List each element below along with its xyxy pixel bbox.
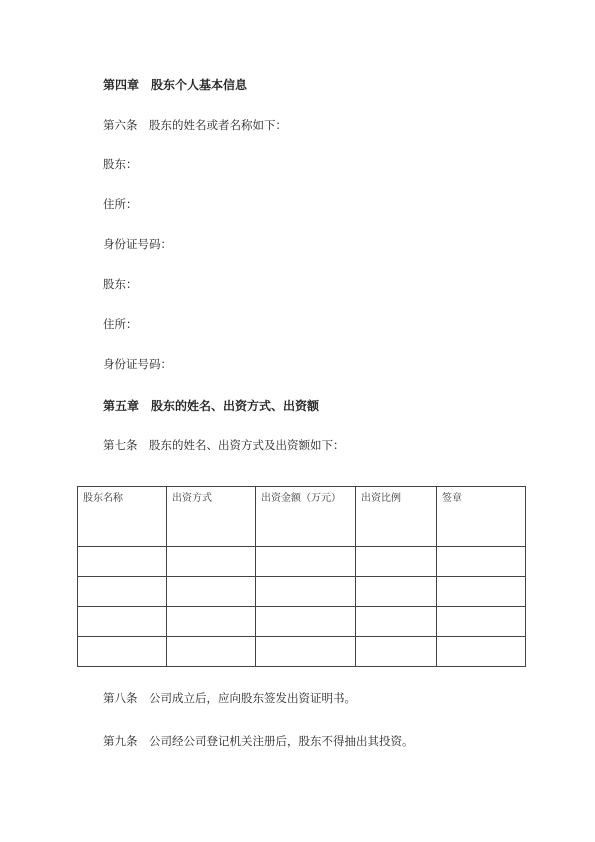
table-row: [78, 547, 526, 577]
table-cell: [356, 577, 437, 607]
table-cell: [167, 607, 256, 637]
article-6-text: 第六条 股东的姓名或者名称如下：: [103, 118, 287, 132]
table-cell: [437, 607, 526, 637]
shareholder-2-address-label: 住所：: [103, 317, 138, 331]
header-contribution-ratio: 出资比例: [356, 487, 437, 547]
article-8-text: 第八条 公司成立后，应向股东签发出资证明书。: [103, 691, 356, 705]
capital-contribution-table: [77, 486, 526, 667]
table-cell: [78, 637, 167, 667]
table-cell: [356, 607, 437, 637]
shareholder-2-id-label: 身份证号码：: [103, 357, 172, 371]
table-cell: [356, 637, 437, 667]
shareholder-2-name-label: 股东：: [103, 277, 138, 291]
table-header-row: [78, 487, 526, 547]
shareholder-1-id-label: 身份证号码：: [103, 237, 172, 251]
article-7-text: 第七条 股东的姓名、出资方式及出资额如下：: [103, 438, 345, 452]
table-cell: [167, 637, 256, 667]
table-cell: [256, 547, 356, 577]
header-shareholder-name: 股东名称: [78, 487, 167, 547]
table-cell: [78, 547, 167, 577]
table-cell: [256, 577, 356, 607]
header-contribution-amount: 出资金额（万元）: [256, 487, 356, 547]
header-signature: 签章: [437, 487, 526, 547]
table-cell: [356, 547, 437, 577]
table-cell: [256, 637, 356, 667]
table-cell: [437, 577, 526, 607]
table-row: [78, 577, 526, 607]
shareholder-1-name-label: 股东：: [103, 157, 138, 171]
table-cell: [256, 607, 356, 637]
table-row: [78, 637, 526, 667]
table-cell: [437, 637, 526, 667]
table-cell: [78, 577, 167, 607]
table-cell: [167, 577, 256, 607]
table-cell: [78, 607, 167, 637]
table-cell: [167, 547, 256, 577]
article-9-text: 第九条 公司经公司登记机关注册后，股东不得抽出其投资。: [103, 734, 414, 748]
chapter-5-heading: 第五章 股东的姓名、出资方式、出资额: [103, 399, 320, 413]
header-contribution-method: 出资方式: [167, 487, 256, 547]
table-row: [78, 607, 526, 637]
shareholder-1-address-label: 住所：: [103, 197, 138, 211]
chapter-4-heading: 第四章 股东个人基本信息: [103, 78, 248, 92]
table-cell: [437, 547, 526, 577]
